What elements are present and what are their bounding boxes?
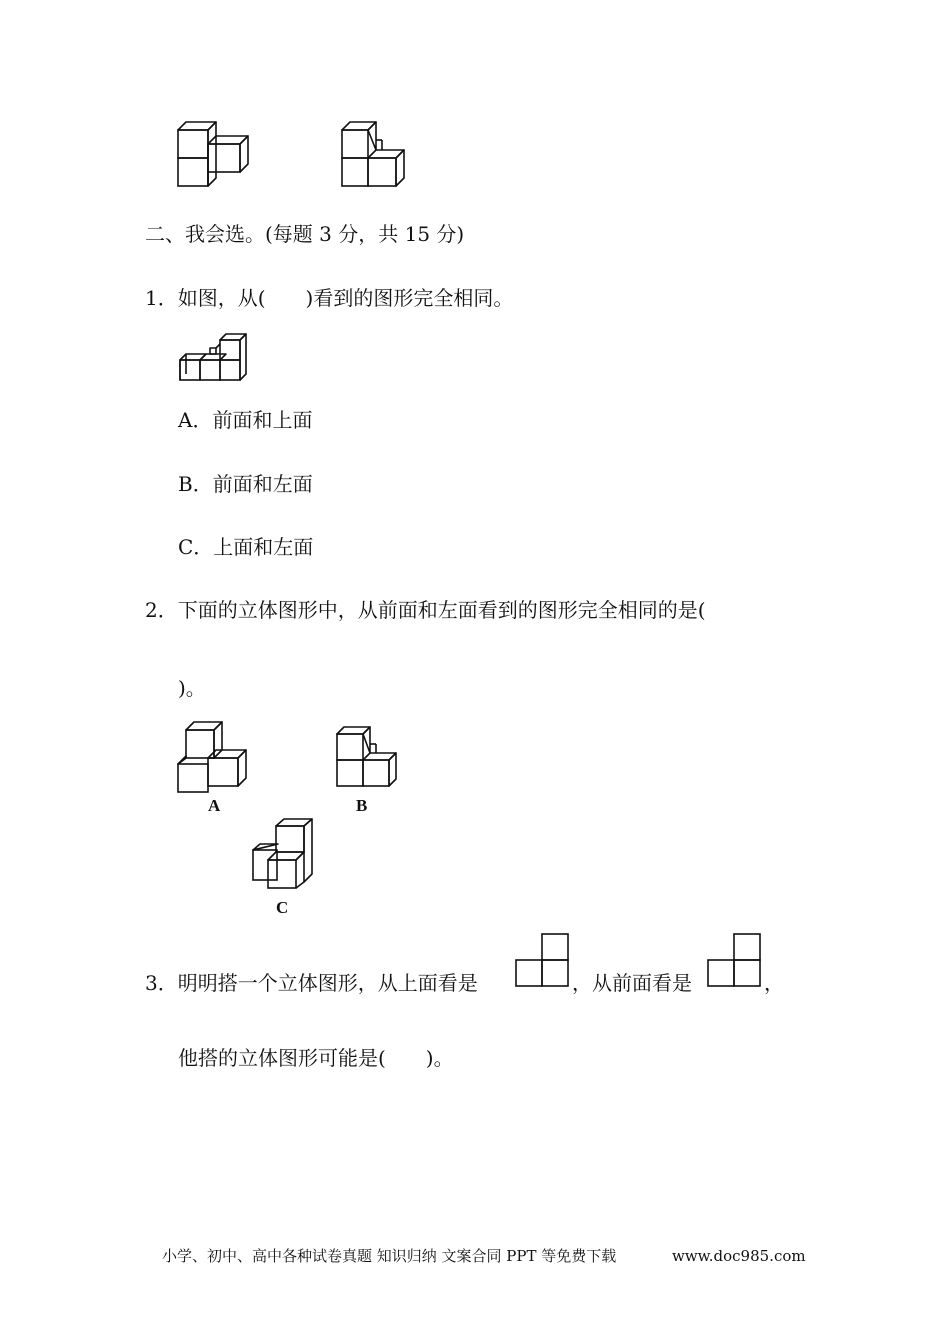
question-2-label-a: A	[208, 796, 221, 815]
question-3-front-view	[706, 932, 764, 988]
question-3-stem-part1: 3．明明搭一个立体图形，从上面看是	[145, 971, 478, 995]
footer-url[interactable]: www.doc985.com	[672, 1247, 806, 1265]
top-figure-left	[170, 118, 260, 190]
question-1-stem: 1．如图，从( )看到的图形完全相同。	[145, 286, 514, 310]
question-3-stem-part2: ，从前面看是	[572, 971, 692, 995]
question-2-figure-c	[248, 816, 320, 892]
question-1-option-a: A．前面和上面	[178, 408, 313, 432]
question-1-option-c: C．上面和左面	[178, 535, 314, 559]
question-3-top-view	[514, 932, 572, 988]
question-2-label-b: B	[356, 796, 368, 815]
question-2-label-c: C	[276, 898, 289, 917]
question-3-stem-part3: ，	[764, 971, 784, 995]
question-1-option-b: B．前面和左面	[178, 472, 313, 496]
question-2-figure-a	[172, 718, 252, 796]
question-2-stem: 2．下面的立体图形中，从前面和左面看到的图形完全相同的是(	[145, 598, 706, 622]
top-figure-right	[336, 118, 416, 190]
question-2-stem-end: )。	[178, 676, 206, 700]
question-2-figure-b	[332, 722, 402, 790]
question-1-figure	[174, 330, 250, 386]
footer-text: 小学、初中、高中各种试卷真题 知识归纳 文案合同 PPT 等免费下载	[162, 1247, 617, 1265]
question-3-stem-line2: 他搭的立体图形可能是( )。	[178, 1046, 454, 1070]
section-heading: 二、我会选。(每题 3 分，共 15 分)	[145, 222, 465, 246]
